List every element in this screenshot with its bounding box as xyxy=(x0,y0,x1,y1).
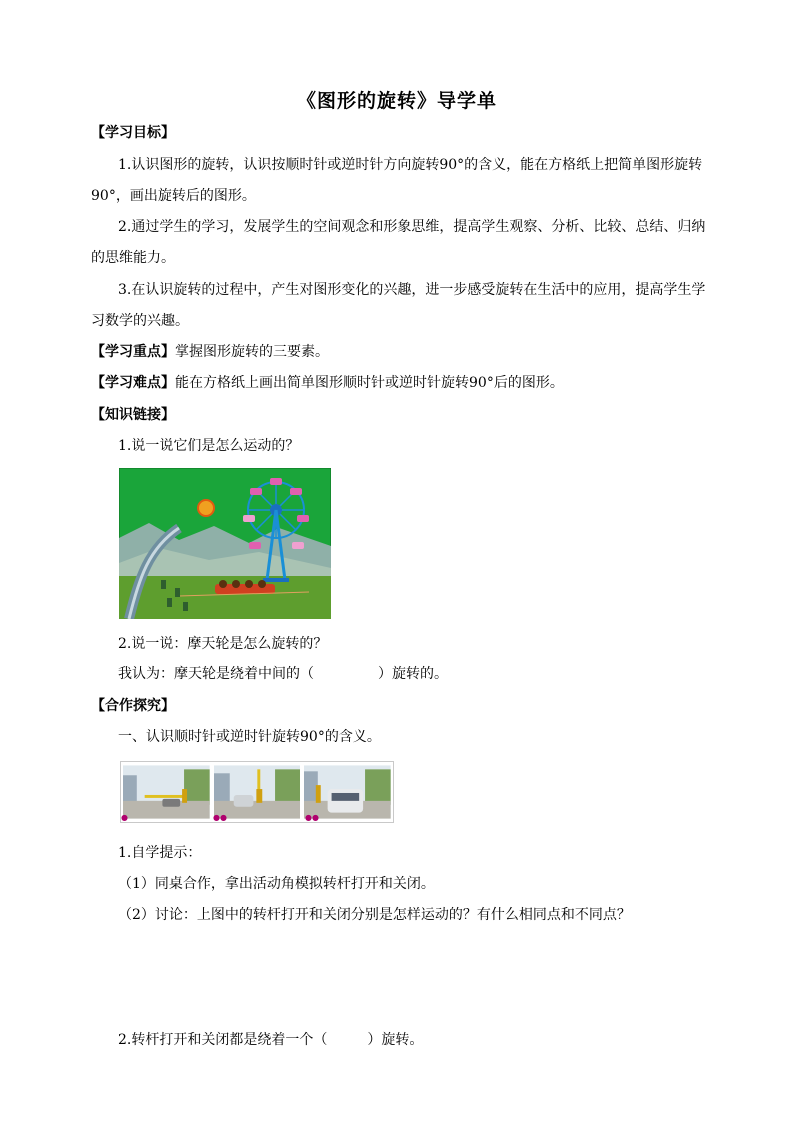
explore-q2-suffix: ）旋转。 xyxy=(367,1032,424,1048)
goals-heading: 【学习目标】 xyxy=(91,125,175,141)
link-question-2: 2.说一说：摩天轮是怎么旋转的？ xyxy=(118,636,328,652)
dot-marker-3: ●● xyxy=(305,813,319,822)
explore-heading: 【合作探究】 xyxy=(91,698,175,714)
goal-3-line2: 习数学的兴趣。 xyxy=(91,313,189,329)
goal-1-line2: 90°，画出旋转后的图形。 xyxy=(91,188,256,204)
link-answer xyxy=(118,664,448,684)
difficulty-heading: 【学习难点】 xyxy=(91,375,175,391)
key-point xyxy=(91,342,329,362)
difficulty-text: 能在方格纸上画出简单图形顺时针或逆时针旋转90°后的图形。 xyxy=(175,375,564,391)
hint-2: （2）讨论：上图中的转杆打开和关闭分别是怎样运动的？有什么相同点和不同点？ xyxy=(118,907,631,923)
barrier-photo-closed xyxy=(123,765,210,819)
hint-title: 1.自学提示： xyxy=(118,845,202,861)
hint-1: （1）同桌合作，拿出活动角模拟转杆打开和关闭。 xyxy=(118,876,435,892)
link-question-1: 1.说一说它们是怎么运动的？ xyxy=(118,438,300,454)
key-point-heading: 【学习重点】 xyxy=(91,344,175,360)
goal-2-line2: 的思维能力。 xyxy=(91,250,175,266)
goal-1-line1: 1.认识图形的旋转，认识按顺时针或逆时针方向旋转90°的含义，能在方格纸上把简单图形旋转 xyxy=(118,157,703,173)
link-answer-suffix: ）旋转的。 xyxy=(378,666,448,682)
explore-question-2 xyxy=(118,1030,423,1050)
difficulty xyxy=(91,373,564,393)
page-title: 《图形的旋转》导学单 xyxy=(296,90,497,112)
goal-3-line1: 3.在认识旋转的过程中，产生对图形变化的兴趣，进一步感受旋转在生活中的应用，提高学生学 xyxy=(118,282,706,298)
barrier-photo-open xyxy=(304,765,391,819)
key-point-text: 掌握图形旋转的三要素。 xyxy=(175,344,329,360)
dot-marker-1: ● xyxy=(121,813,128,822)
sun-icon xyxy=(198,500,214,516)
link-heading: 【知识链接】 xyxy=(91,407,175,423)
dot-marker-2: ●● xyxy=(213,813,227,822)
explore-section-1: 一、认识顺时针或逆时针旋转90°的含义。 xyxy=(118,729,381,745)
barrier-photo-opening xyxy=(214,765,301,819)
goal-2-line1: 2.通过学生的学习，发展学生的空间观念和形象思维，提高学生观察、分析、比较、总结、归纳 xyxy=(118,219,706,235)
barrier-photo-strip xyxy=(120,761,394,823)
explore-q2-prefix: 2.转杆打开和关闭都是绕着一个（ xyxy=(118,1032,328,1048)
ferris-wheel-illustration xyxy=(119,468,331,619)
link-answer-prefix: 我认为：摩天轮是绕着中间的（ xyxy=(118,666,314,682)
